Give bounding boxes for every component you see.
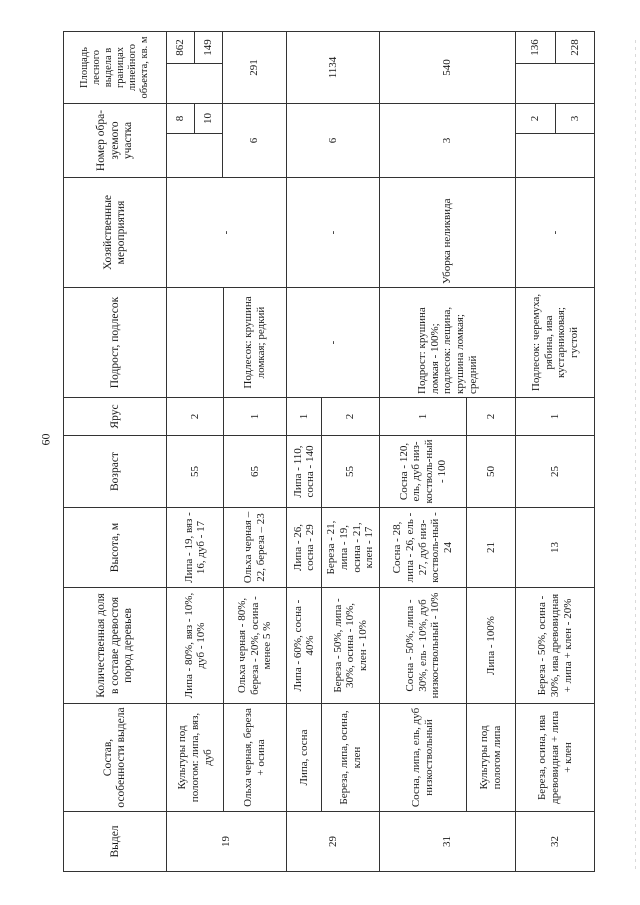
cell-yarus: 1 xyxy=(380,398,467,436)
cell-nomer-empty xyxy=(516,134,595,178)
cell-dolya: Сосна - 50%, липа - 30%, ель - 10%, дуб низкоствольный - 10% xyxy=(380,588,467,704)
cell-ploshad-empty xyxy=(167,64,223,104)
cell-vozrast: 55 xyxy=(167,436,224,508)
header-dolya: Количественная доля в составе древостоя пород деревьев xyxy=(64,588,167,704)
cell-vozrast: 50 xyxy=(466,436,516,508)
cell-yarus: 2 xyxy=(466,398,516,436)
cell-nomer: 3 xyxy=(380,104,516,178)
table-row xyxy=(516,32,555,872)
cell-vydel: 19 xyxy=(167,812,287,872)
cell-sostav: Культуры под пологом липа xyxy=(466,704,516,812)
cell-sostav: Сосна, липа, ель, дуб низкоствольный xyxy=(380,704,467,812)
cell-vysota: Ольха черная – 22, береза – 23 xyxy=(224,508,287,588)
cell-ploshad: 540 xyxy=(380,32,516,104)
cell-vydel: 29 xyxy=(287,812,380,872)
cell-ploshad: 862 xyxy=(167,32,195,64)
cell-vydel: 31 xyxy=(380,812,516,872)
header-vydel: Выдел xyxy=(64,812,167,872)
header-podrost: Подрост, подлесок xyxy=(64,288,167,398)
cell-dolya: Береза - 50%, липа - 30%, осина - 10%, клен - 10% xyxy=(322,588,380,704)
cell-podrost-empty xyxy=(167,288,224,398)
cell-podrost: - xyxy=(287,288,380,398)
cell-meropriyatiya: - xyxy=(287,178,380,288)
cell-sostav: Береза, липа, осина, клен xyxy=(322,704,380,812)
cell-nomer-empty xyxy=(167,134,223,178)
cell-vozrast: Липа - 110, сосна - 140 xyxy=(287,436,322,508)
cell-ploshad: 228 xyxy=(555,32,594,64)
cell-meropriyatiya: - xyxy=(167,178,287,288)
cell-meropriyatiya: Уборка неликвида xyxy=(380,178,516,288)
header-nomer: Номер обра-зуемого участка xyxy=(64,104,167,178)
cell-vozrast: Сосна - 120, ель, дуб низ-костволь-ный - 100 xyxy=(380,436,467,508)
cell-dolya: Ольха черная - 80%, береза - 20%, осина - менее 5 % xyxy=(224,588,287,704)
header-vozrast: Возраст xyxy=(64,436,167,508)
cell-podrost: Подрост: крушина ломкая - 100%; подлесок: лещина, крушина ломкая; средний xyxy=(380,288,516,398)
cell-nomer: 3 xyxy=(555,104,594,134)
cell-yarus: 2 xyxy=(322,398,380,436)
cell-sostav: Липа, сосна xyxy=(287,704,322,812)
table-row xyxy=(167,32,195,872)
header-sostav: Состав, особенности выдела xyxy=(64,704,167,812)
forest-stand-table xyxy=(63,31,595,872)
cell-sostav: Береза, осина, ива древовидная + липа + клен xyxy=(516,704,595,812)
cell-vysota: 21 xyxy=(466,508,516,588)
cell-ploshad: 136 xyxy=(516,32,555,64)
cell-yarus: 1 xyxy=(516,398,595,436)
cell-vysota: Липа - 19, вяз - 16, дуб - 17 xyxy=(167,508,224,588)
cell-ploshad-empty xyxy=(516,64,595,104)
cell-yarus: 1 xyxy=(224,398,287,436)
table-header-row xyxy=(64,32,167,872)
rotated-table-wrapper xyxy=(63,32,595,872)
cell-nomer: 6 xyxy=(223,104,287,178)
header-yarus: Ярус xyxy=(64,398,167,436)
cell-nomer: 6 xyxy=(287,104,380,178)
cell-vysota: 13 xyxy=(516,508,595,588)
cell-yarus: 2 xyxy=(167,398,224,436)
cell-ploshad: 1134 xyxy=(287,32,380,104)
cell-podrost: Подлесок: черемуха, рябина, ива кустарниковая; густой xyxy=(516,288,595,398)
cell-nomer: 2 xyxy=(516,104,555,134)
header-meropriyatiya: Хозяйственные мероприятия xyxy=(64,178,167,288)
header-ploshad: Площадь лесного выдела в границах линейного объекта, кв. м xyxy=(64,32,167,104)
cell-vozrast: 55 xyxy=(322,436,380,508)
cell-vozrast: 65 xyxy=(224,436,287,508)
page-number: 60 xyxy=(38,433,53,446)
scan-edge-line xyxy=(635,40,636,870)
header-vysota: Высота, м xyxy=(64,508,167,588)
cell-sostav: Культуры под пологом: липа, вяз, дуб xyxy=(167,704,224,812)
table-row xyxy=(380,32,467,872)
cell-dolya: Липа - 80%, вяз - 10%, дуб - 10% xyxy=(167,588,224,704)
cell-dolya: Липа - 100% xyxy=(466,588,516,704)
cell-sostav: Ольха черная, береза + осина xyxy=(224,704,287,812)
cell-nomer: 10 xyxy=(195,104,223,134)
cell-meropriyatiya: - xyxy=(516,178,595,288)
cell-vozrast: 25 xyxy=(516,436,595,508)
cell-dolya: Липа - 60%, сосна - 40% xyxy=(287,588,322,704)
cell-nomer: 8 xyxy=(167,104,195,134)
cell-vydel: 32 xyxy=(516,812,595,872)
cell-yarus: 1 xyxy=(287,398,322,436)
cell-vysota: Сосна - 28, липа - 26, ель - 27, дуб низ-костволь-ный - 24 xyxy=(380,508,467,588)
cell-vysota: Береза - 21, липа - 19, осина - 21, клен - 17 xyxy=(322,508,380,588)
cell-ploshad: 149 xyxy=(195,32,223,64)
cell-vysota: Липа - 26, сосна - 29 xyxy=(287,508,322,588)
table-row xyxy=(287,32,322,872)
cell-dolya: Береза - 50%, осина - 30%, ива древовидная + липа + клен - 20% xyxy=(516,588,595,704)
cell-podrost: Подлесок: крушина ломкая; редкий xyxy=(224,288,287,398)
cell-ploshad: 291 xyxy=(223,32,287,104)
